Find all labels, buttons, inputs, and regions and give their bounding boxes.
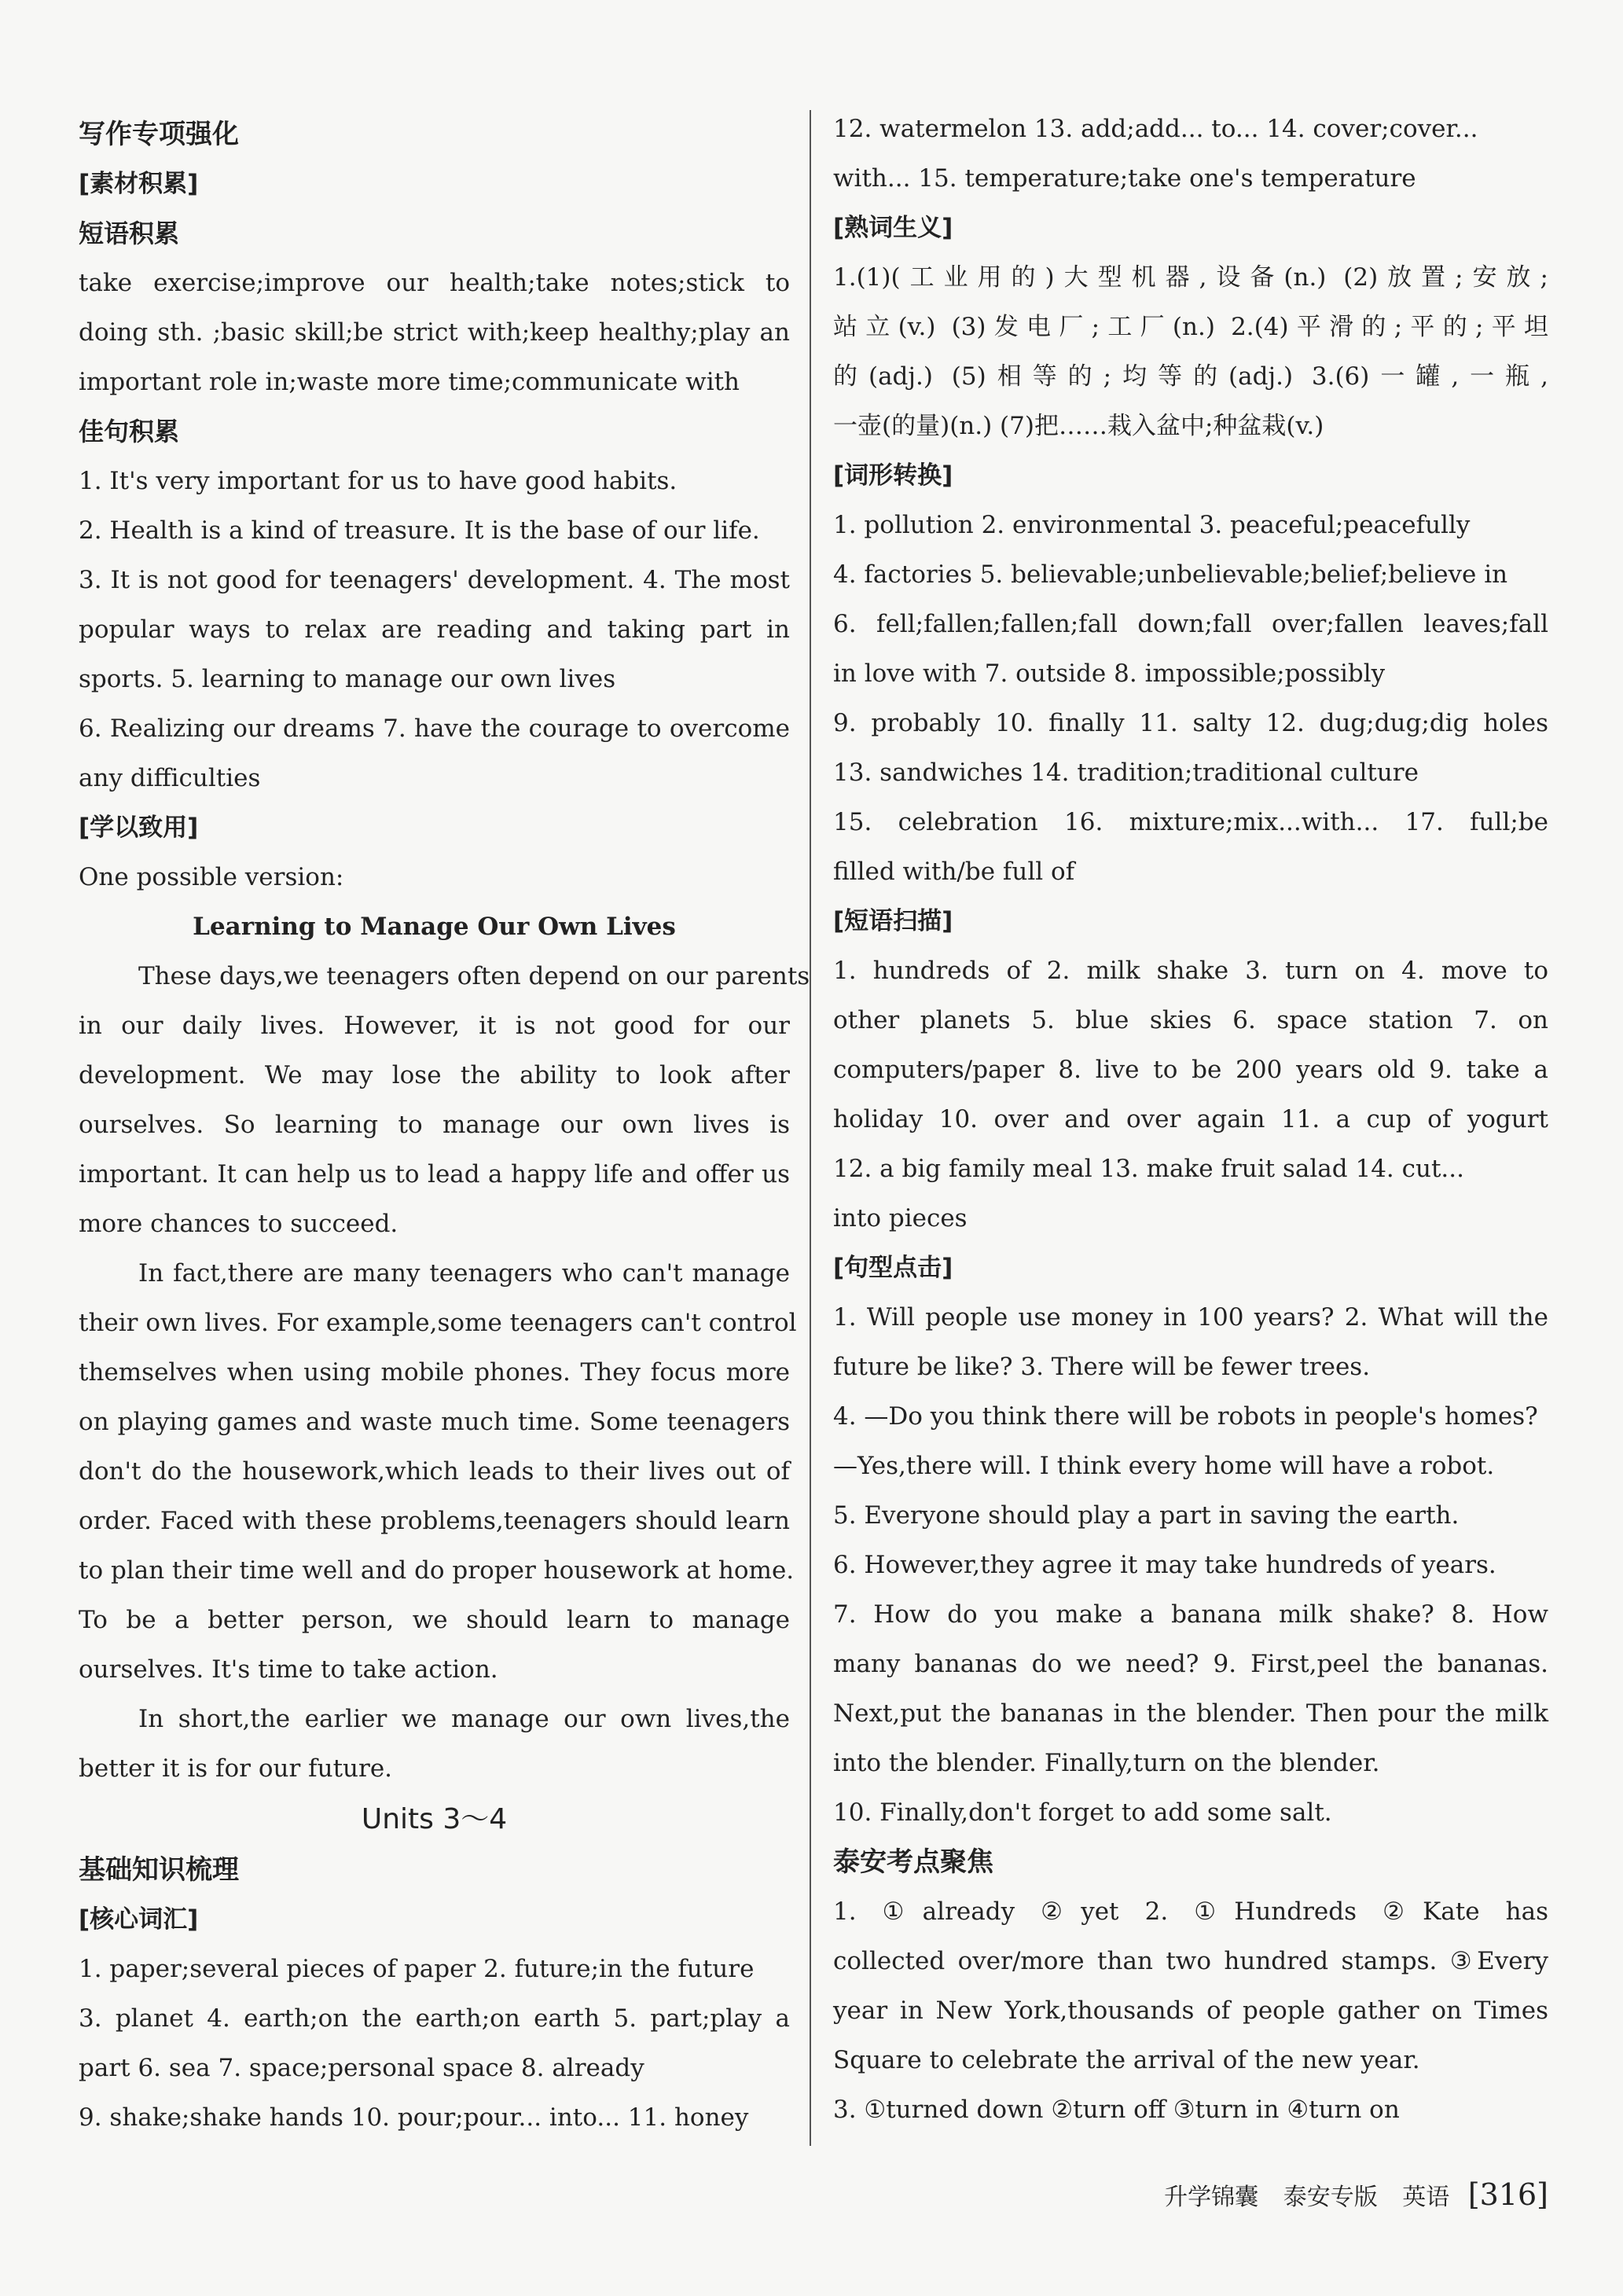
text-line: popular ways to relax are reading and taking part in: [79, 615, 790, 644]
text-line: —Yes,there will. I think every home will have a robot.: [833, 1452, 1495, 1480]
section-title: 基础知识梳理: [79, 1854, 239, 1886]
edition-name: 泰安专版: [1283, 2184, 1378, 2211]
text-line: 3. It is not good for teenagers' development. 4. The most: [79, 566, 790, 594]
right-column: [833, 110, 1548, 2135]
subsection-heading: [短语扫描]: [833, 907, 953, 935]
essay-line: In fact,there are many teenagers who can't manage: [138, 1259, 790, 1288]
text-line: 4. —Do you think there will be robots in people's homes?: [833, 1402, 1538, 1431]
subsection-heading: [核心词汇]: [79, 1905, 199, 1934]
left-column: [79, 110, 810, 2143]
text-line: 7. How do you make a banana milk shake? 8. How: [833, 1600, 1548, 1629]
essay-line: ourselves. So learning to manage our own lives is: [79, 1111, 790, 1139]
subheading: 佳句积累: [79, 417, 180, 446]
text-line: 12. watermelon 13. add;add... to... 14. cover;cover...: [833, 115, 1478, 143]
subheading: 短语积累: [79, 219, 180, 248]
text-line: 9. probably 10. finally 11. salty 12. dug;dug;dig holes: [833, 709, 1548, 737]
essay-line: more chances to succeed.: [79, 1210, 398, 1238]
essay-line: ourselves. It's time to take action.: [79, 1655, 498, 1684]
text-line: doing sth. ;basic skill;be strict with;keep healthy;play an: [79, 318, 790, 347]
text-line: holiday 10. over and over again 11. a cup of yogurt: [833, 1105, 1548, 1133]
text-line: filled with/be full of: [833, 858, 1075, 886]
section-title: 写作专项强化: [79, 119, 239, 150]
text-line: sports. 5. learning to manage our own lives: [79, 665, 616, 693]
essay-line: on playing games and waste much time. Some teenagers: [79, 1408, 790, 1436]
subsection-heading: [句型点击]: [833, 1254, 953, 1282]
text-line: 1. Will people use money in 100 years? 2. What will the: [833, 1303, 1548, 1332]
text-line: 1. ①already ②yet 2. ①Hundreds ②Kate has: [833, 1897, 1548, 1926]
text-line: take exercise;improve our health;take notes;stick to: [79, 269, 790, 297]
text-line: 1. pollution 2. environmental 3. peaceful;peacefully: [833, 511, 1471, 539]
essay-line: to plan their time well and do proper housework at home.: [79, 1556, 795, 1585]
essay-line: To be a better person, we should learn to manage: [79, 1606, 790, 1634]
text-line: 9. shake;shake hands 10. pour;pour... into... 11. honey: [79, 2103, 749, 2132]
text-line: with... 15. temperature;take one's temperature: [833, 164, 1416, 193]
subsection-heading: [词形转换]: [833, 461, 953, 490]
text-line: 1. paper;several pieces of paper 2. future;in the future: [79, 1955, 755, 1983]
section-title: 泰安考点聚焦: [833, 1846, 993, 1878]
text-line: in love with 7. outside 8. impossible;possibly: [833, 659, 1386, 688]
text-line: 10. Finally,don't forget to add some salt.: [833, 1798, 1332, 1827]
text-line: 15. celebration 16. mixture;mix...with... 17. full;be: [833, 808, 1548, 836]
units-title: Units 3～4: [361, 1803, 508, 1835]
text-line: 的(adj.) (5)相等的;均等的(adj.) 3.(6)一罐,一瓶,: [833, 362, 1548, 391]
text-line: 3. ①turned down ②turn off ③turn in ④turn on: [833, 2096, 1400, 2124]
text-line: 6. However,they agree it may take hundreds of years.: [833, 1551, 1496, 1579]
essay-line: themselves when using mobile phones. They focus more: [79, 1358, 790, 1387]
essay-line: their own lives. For example,some teenagers can't control: [79, 1309, 797, 1337]
text-line: 6. fell;fallen;fallen;fall down;fall over;fallen leaves;fall: [833, 610, 1548, 638]
text-line: into pieces: [833, 1204, 968, 1232]
text-line: any difficulties: [79, 764, 261, 792]
subsection-heading: [学以致用]: [79, 814, 199, 842]
text-line: important role in;waste more time;communicate with: [79, 368, 740, 396]
text-line: 5. Everyone should play a part in saving the earth.: [833, 1501, 1460, 1530]
text-line: into the blender. Finally,turn on the blender.: [833, 1749, 1380, 1777]
text-line: 3. planet 4. earth;on the earth;on earth 5. part;play a: [79, 2004, 790, 2033]
essay-line: don't do the housework,which leads to their lives out of: [79, 1457, 790, 1486]
text-line: 1. It's very important for us to have good habits.: [79, 467, 677, 495]
text-line: One possible version:: [79, 863, 344, 891]
page-footer: [1147, 2177, 1548, 2212]
page-number: [316]: [1467, 2177, 1548, 2212]
text-line: Next,put the bananas in the blender. Then pour the milk: [833, 1699, 1548, 1728]
essay-line: In short,the earlier we manage our own lives,the: [138, 1705, 790, 1733]
text-line: 一壶(的量)(n.) (7)把……栽入盆中;种盆栽(v.): [833, 412, 1324, 440]
subsection-heading: [熟词生义]: [833, 214, 953, 242]
subject-name: 英语: [1402, 2184, 1450, 2211]
text-line: year in New York,thousands of people gather on Times: [833, 1997, 1548, 2025]
text-line: part 6. sea 7. space;personal space 8. already: [79, 2054, 644, 2082]
text-line: many bananas do we need? 9. First,peel the bananas.: [833, 1650, 1548, 1678]
essay-line: in our daily lives. However, it is not good for our: [79, 1012, 790, 1040]
essay-line: better it is for our future.: [79, 1754, 393, 1783]
book-name: 升学锦囊: [1164, 2184, 1259, 2211]
text-line: 6. Realizing our dreams 7. have the courage to overcome: [79, 715, 790, 743]
text-line: 站立(v.) (3)发电厂;工厂(n.) 2.(4)平滑的;平的;平坦: [833, 313, 1548, 341]
essay-line: important. It can help us to lead a happy life and offer us: [79, 1160, 790, 1188]
text-line: future be like? 3. There will be fewer trees.: [833, 1353, 1371, 1381]
text-line: Square to celebrate the arrival of the new year.: [833, 2046, 1420, 2074]
text-line: 12. a big family meal 13. make fruit salad 14. cut...: [833, 1155, 1464, 1183]
column-divider: [810, 110, 811, 2146]
essay-title: Learning to Manage Our Own Lives: [193, 913, 676, 941]
essay-line: order. Faced with these problems,teenagers should learn: [79, 1507, 790, 1535]
text-line: collected over/more than two hundred stamps. ③Every: [833, 1947, 1548, 1975]
text-line: 4. factories 5. believable;unbelievable;belief;believe in: [833, 560, 1508, 589]
text-line: 1. hundreds of 2. milk shake 3. turn on 4. move to: [833, 957, 1548, 985]
essay-line: development. We may lose the ability to look after: [79, 1061, 790, 1089]
text-line: other planets 5. blue skies 6. space station 7. on: [833, 1006, 1548, 1034]
text-line: computers/paper 8. live to be 200 years old 9. take a: [833, 1056, 1548, 1084]
text-line: 1.(1)(工业用的)大型机器,设备(n.) (2)放置;安放;: [833, 263, 1548, 292]
essay-line: These days,we teenagers often depend on our parents: [138, 962, 810, 990]
subsection-heading: [素材积累]: [79, 170, 199, 198]
text-line: 13. sandwiches 14. tradition;traditional culture: [833, 759, 1419, 787]
text-line: 2. Health is a kind of treasure. It is the base of our life.: [79, 516, 760, 545]
